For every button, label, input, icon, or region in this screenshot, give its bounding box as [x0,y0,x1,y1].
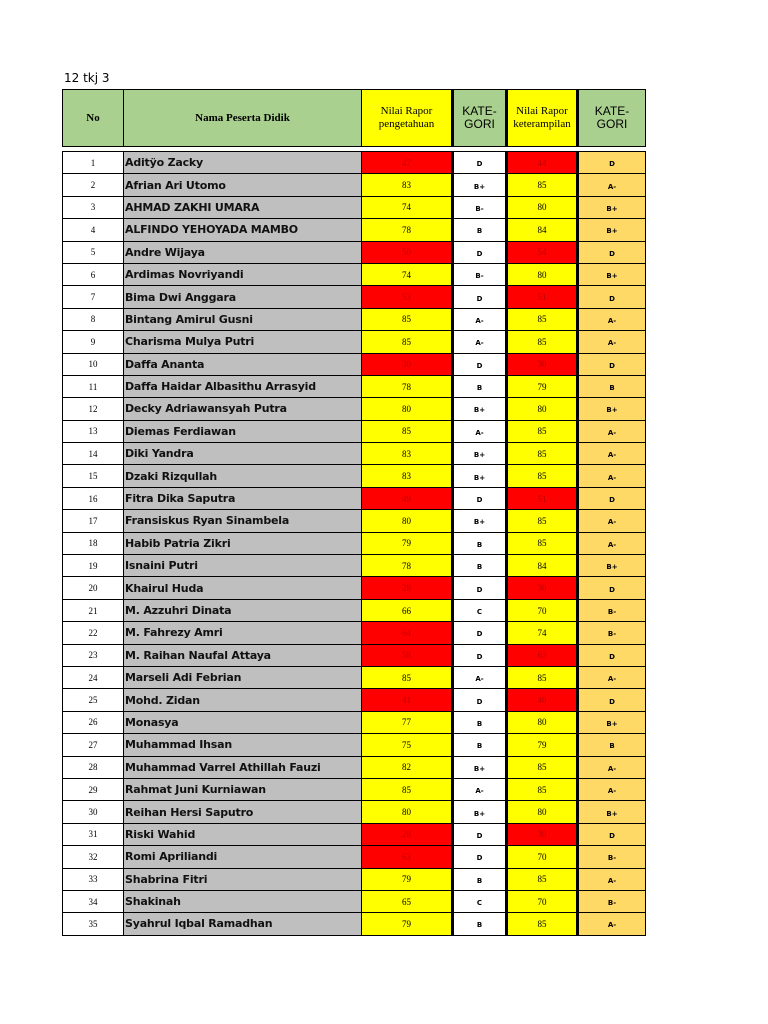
knowledge-category: B- [453,196,507,218]
skill-score: 85 [507,443,578,465]
skill-category: B- [578,890,646,912]
skill-category: A- [578,331,646,353]
row-number: 6 [63,263,124,285]
knowledge-score: 74 [362,263,453,285]
student-name: Syahrul Iqbal Ramadhan [124,913,362,935]
table-row [63,913,646,935]
student-name: ALFINDO YEHOYADA MAMBO [124,219,362,241]
skill-score: 51 [507,487,578,509]
student-name: M. Azzuhri Dinata [124,599,362,621]
knowledge-score: 79 [362,913,453,935]
table-row [63,443,646,465]
knowledge-score: 78 [362,219,453,241]
knowledge-category: C [453,890,507,912]
student-name: Fitra Dika Saputra [124,487,362,509]
row-number: 17 [63,510,124,532]
skill-category: A- [578,868,646,890]
skill-category: B+ [578,711,646,733]
skill-score: 63 [507,644,578,666]
row-number: 13 [63,420,124,442]
student-name: Aditÿo Zacky [124,152,362,174]
row-number: 1 [63,152,124,174]
skill-category: A- [578,913,646,935]
student-name: Andre Wijaya [124,241,362,263]
row-number: 3 [63,196,124,218]
student-name: Khairul Huda [124,577,362,599]
table-row [63,644,646,666]
skill-score: 85 [507,510,578,532]
table-row [63,689,646,711]
knowledge-category: B [453,555,507,577]
row-number: 22 [63,622,124,644]
row-number: 7 [63,286,124,308]
knowledge-category: D [453,689,507,711]
student-name: Habib Patria Zikri [124,532,362,554]
student-name: Decky Adriawansyah Putra [124,398,362,420]
skill-category: B- [578,622,646,644]
skill-category: D [578,823,646,845]
table-row [63,555,646,577]
table-row [63,308,646,330]
row-number: 28 [63,756,124,778]
skill-category: B+ [578,801,646,823]
table-row [63,846,646,868]
skill-score: 85 [507,465,578,487]
skill-score: 80 [507,263,578,285]
row-number: 11 [63,375,124,397]
knowledge-score: 77 [362,711,453,733]
row-number: 15 [63,465,124,487]
row-number: 20 [63,577,124,599]
skill-category: B [578,734,646,756]
knowledge-category: B+ [453,174,507,196]
skill-category: B+ [578,398,646,420]
knowledge-category: D [453,846,507,868]
knowledge-score: 85 [362,420,453,442]
skill-category: D [578,241,646,263]
table-row [63,487,646,509]
skill-score: 85 [507,331,578,353]
row-number: 25 [63,689,124,711]
skill-category: D [578,152,646,174]
row-number: 9 [63,331,124,353]
row-number: 18 [63,532,124,554]
student-name: Shakinah [124,890,362,912]
student-name: Diki Yandra [124,443,362,465]
knowledge-category: B [453,913,507,935]
knowledge-score: 83 [362,465,453,487]
skill-category: D [578,353,646,375]
row-number: 21 [63,599,124,621]
knowledge-score: 78 [362,375,453,397]
skill-category: B+ [578,263,646,285]
skill-category: A- [578,420,646,442]
table-row [63,196,646,218]
knowledge-score: 85 [362,331,453,353]
row-number: 26 [63,711,124,733]
table-row [63,286,646,308]
skill-score: 84 [507,555,578,577]
student-name: Riski Wahid [124,823,362,845]
row-number: 35 [63,913,124,935]
skill-score: 85 [507,308,578,330]
header-name: Nama Peserta Didik [124,90,362,147]
student-name: Marseli Adi Febrian [124,666,362,688]
knowledge-category: B+ [453,756,507,778]
skill-score: 79 [507,734,578,756]
knowledge-category: B [453,734,507,756]
knowledge-score: 63 [362,846,453,868]
skill-score: 30 [507,577,578,599]
student-rows [63,152,646,936]
skill-category: A- [578,666,646,688]
skill-score: 70 [507,846,578,868]
skill-category: A- [578,174,646,196]
table-row [63,241,646,263]
knowledge-score: 74 [362,196,453,218]
knowledge-score: 47 [362,152,453,174]
knowledge-score: 79 [362,868,453,890]
skill-category: A- [578,465,646,487]
table-row [63,331,646,353]
student-name: Reihan Hersi Saputro [124,801,362,823]
row-number: 33 [63,868,124,890]
student-name: M. Raihan Naufal Attaya [124,644,362,666]
knowledge-category: C [453,599,507,621]
knowledge-score: 64 [362,622,453,644]
table-row [63,174,646,196]
skill-score: 80 [507,711,578,733]
table-row [63,801,646,823]
knowledge-score: 85 [362,666,453,688]
knowledge-score: 85 [362,778,453,800]
row-number: 19 [63,555,124,577]
table-row [63,778,646,800]
skill-score: 84 [507,219,578,241]
table-row [63,219,646,241]
student-name: Charisma Mulya Putri [124,331,362,353]
knowledge-category: A- [453,666,507,688]
table-row [63,152,646,174]
knowledge-score: 80 [362,801,453,823]
header-category-knowledge: KATE- GORI [453,90,507,147]
row-number: 23 [63,644,124,666]
knowledge-category: B [453,532,507,554]
table-row [63,263,646,285]
knowledge-category: A- [453,420,507,442]
student-name: Fransiskus Ryan Sinambela [124,510,362,532]
skill-category: A- [578,532,646,554]
skill-score: 30 [507,353,578,375]
skill-score: 85 [507,174,578,196]
skill-category: B- [578,846,646,868]
student-name: Romi Apriliandi [124,846,362,868]
knowledge-category: A- [453,308,507,330]
header-row [63,90,646,147]
skill-category: B [578,375,646,397]
table-row [63,622,646,644]
skill-category: A- [578,308,646,330]
skill-category: D [578,644,646,666]
knowledge-score: 83 [362,174,453,196]
table-row [63,398,646,420]
skill-score: 85 [507,868,578,890]
skill-score: 80 [507,196,578,218]
table-row [63,420,646,442]
grade-table [62,89,646,936]
skill-score: 70 [507,890,578,912]
skill-category: D [578,286,646,308]
knowledge-category: D [453,644,507,666]
skill-score: 85 [507,778,578,800]
table-row [63,353,646,375]
row-number: 34 [63,890,124,912]
row-number: 8 [63,308,124,330]
skill-score: 85 [507,532,578,554]
knowledge-score: 78 [362,555,453,577]
row-number: 30 [63,801,124,823]
header-category-skill: KATE- GORI [578,90,646,147]
table-row [63,532,646,554]
knowledge-score: 85 [362,308,453,330]
skill-category: A- [578,756,646,778]
table-row [63,890,646,912]
student-name: Bima Dwi Anggara [124,286,362,308]
student-name: Dzaki Rizqullah [124,465,362,487]
skill-score: 80 [507,398,578,420]
knowledge-category: B [453,711,507,733]
skill-score: 70 [507,599,578,621]
student-name: Isnaini Putri [124,555,362,577]
table-row [63,823,646,845]
header-skill-score: Nilai Rapor keterampilan [507,90,578,147]
skill-category: D [578,487,646,509]
student-name: Monasya [124,711,362,733]
student-name: Muhammad Ihsan [124,734,362,756]
skill-category: D [578,577,646,599]
row-number: 24 [63,666,124,688]
knowledge-score: 82 [362,756,453,778]
knowledge-category: B+ [453,801,507,823]
skill-score: 30 [507,823,578,845]
knowledge-score: 79 [362,532,453,554]
knowledge-score: 49 [362,487,453,509]
knowledge-score: 53 [362,286,453,308]
knowledge-score: 65 [362,890,453,912]
table-row [63,465,646,487]
skill-score: 51 [507,286,578,308]
skill-category: B+ [578,219,646,241]
student-name: Mohd. Zidan [124,689,362,711]
skill-category: B+ [578,555,646,577]
skill-score: 85 [507,420,578,442]
row-number: 31 [63,823,124,845]
student-name: Afrian Ari Utomo [124,174,362,196]
skill-score: 79 [507,375,578,397]
skill-category: A- [578,778,646,800]
knowledge-score: 80 [362,398,453,420]
knowledge-category: D [453,622,507,644]
skill-score: 80 [507,801,578,823]
row-number: 29 [63,778,124,800]
student-name: Muhammad Varrel Athillah Fauzi [124,756,362,778]
knowledge-category: D [453,286,507,308]
skill-category: A- [578,510,646,532]
knowledge-category: D [453,241,507,263]
knowledge-category: B+ [453,510,507,532]
table-row [63,756,646,778]
row-number: 12 [63,398,124,420]
skill-score: 85 [507,913,578,935]
knowledge-score: 80 [362,510,453,532]
knowledge-score: 30 [362,353,453,375]
knowledge-category: B [453,868,507,890]
row-number: 32 [63,846,124,868]
skill-score: 44 [507,152,578,174]
skill-score: 85 [507,666,578,688]
student-name: Rahmat Juni Kurniawan [124,778,362,800]
row-number: 5 [63,241,124,263]
row-number: 4 [63,219,124,241]
skill-category: A- [578,443,646,465]
knowledge-category: B+ [453,465,507,487]
student-name: Shabrina Fitri [124,868,362,890]
student-name: M. Fahrezy Amri [124,622,362,644]
table-row [63,599,646,621]
knowledge-category: D [453,152,507,174]
table-row [63,734,646,756]
knowledge-score: 41 [362,689,453,711]
header-knowledge-score: Nilai Rapor pengetahuan [362,90,453,147]
student-name: Ardimas Novriyandi [124,263,362,285]
knowledge-category: D [453,353,507,375]
table-row [63,868,646,890]
header-no: No [63,90,124,147]
row-number: 16 [63,487,124,509]
sheet-title: 12 tkj 3 [64,71,110,85]
knowledge-score: 58 [362,644,453,666]
skill-category: B+ [578,196,646,218]
student-name: Daffa Ananta [124,353,362,375]
skill-category: B- [578,599,646,621]
knowledge-category: D [453,823,507,845]
table-row [63,577,646,599]
knowledge-score: 28 [362,577,453,599]
knowledge-score: 66 [362,599,453,621]
knowledge-score: 83 [362,443,453,465]
knowledge-category: B+ [453,443,507,465]
knowledge-category: B [453,219,507,241]
table-row [63,375,646,397]
knowledge-score: 50 [362,241,453,263]
row-number: 10 [63,353,124,375]
student-name: AHMAD ZAKHI UMARA [124,196,362,218]
row-number: 2 [63,174,124,196]
student-name: Diemas Ferdiawan [124,420,362,442]
knowledge-category: D [453,577,507,599]
skill-score: 85 [507,756,578,778]
skill-score: 74 [507,622,578,644]
row-number: 27 [63,734,124,756]
knowledge-score: 75 [362,734,453,756]
student-name: Daffa Haidar Albasithu Arrasyid [124,375,362,397]
knowledge-category: B- [453,263,507,285]
table-row [63,711,646,733]
knowledge-category: B [453,375,507,397]
knowledge-category: D [453,487,507,509]
student-name: Bintang Amirul Gusni [124,308,362,330]
skill-category: D [578,689,646,711]
skill-score: 40 [507,689,578,711]
knowledge-category: B+ [453,398,507,420]
knowledge-category: A- [453,778,507,800]
skill-score: 54 [507,241,578,263]
row-number: 14 [63,443,124,465]
table-row [63,666,646,688]
table-row [63,510,646,532]
knowledge-score: 28 [362,823,453,845]
knowledge-category: A- [453,331,507,353]
